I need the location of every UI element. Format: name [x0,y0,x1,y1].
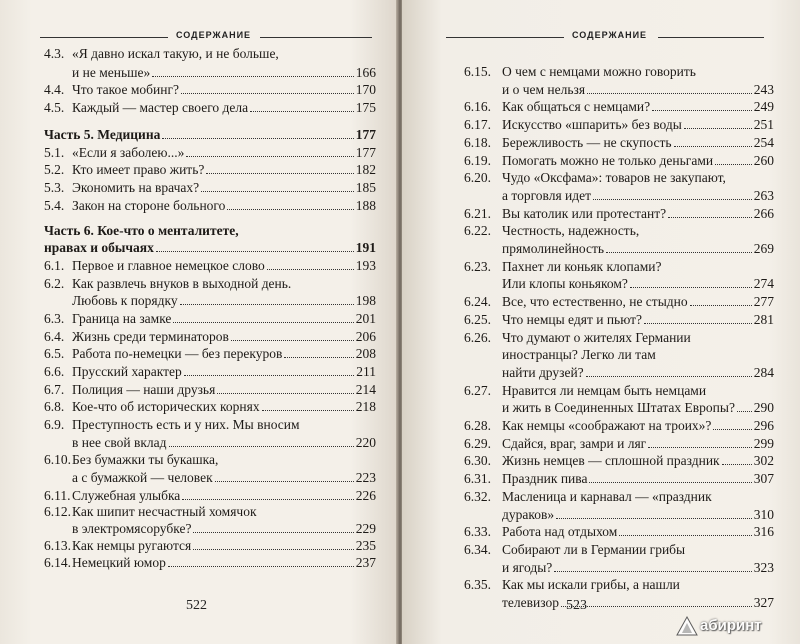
toc-line [464,506,774,524]
toc-line [44,469,376,487]
toc-line [464,559,774,577]
toc-entry-title: Что думают о жителях Германии [502,330,691,345]
toc-page-number: 182 [355,162,376,177]
toc-page-number: 177 [355,145,376,160]
toc-line [44,257,376,275]
dot-leader [193,549,354,550]
toc-line [464,222,774,240]
labirint-logo-icon [676,616,698,636]
toc-entry-number: 4.4. [44,82,65,97]
toc-entry-title: иностранцы? Легко ли там [502,347,656,362]
dot-leader [606,252,752,253]
toc-page-number: 175 [355,100,376,115]
dot-leader [215,481,354,482]
toc-line [464,116,774,134]
dot-leader [587,93,752,94]
toc-page-number: 263 [753,188,774,203]
toc-page-number: 208 [355,346,376,361]
toc-entry-number: 6.11. [44,488,71,503]
toc-page-number: 243 [753,82,774,97]
toc-entry-title: Первое и главное немецкое слово [72,258,265,273]
toc-entry-number: 5.4. [44,198,65,213]
toc-entry-title: Сдайся, враг, замри и ляг [502,436,647,451]
toc-entry-title: Как общаться с немцами? [502,99,651,114]
toc-entry-number: 6.9. [44,417,65,432]
toc-entry-title: Работа по-немецки — без перекуров [72,346,283,361]
toc-line [464,435,774,453]
toc-page-number: 223 [355,470,376,485]
dot-leader [561,606,752,607]
toc-entry-title: Часть 5. Медицина [44,127,161,142]
toc-entry-title: дураков» [502,507,555,522]
dot-leader [168,566,354,567]
toc-right-list [402,0,800,644]
dot-leader [250,111,354,112]
dot-leader [186,156,353,157]
toc-page-number: 198 [355,293,376,308]
dot-leader [619,535,751,536]
toc-entry-title: Помогать можно не только деньгами [502,153,714,168]
toc-line [44,310,376,328]
toc-entry-number: 6.8. [44,399,65,414]
toc-entry-title: Праздник пива [502,471,588,486]
toc-entry-title: Как развлечь внуков в выходной день. [72,276,292,291]
dot-leader [182,499,353,500]
toc-entry-title: Служебная улыбка [72,488,181,503]
toc-line [44,126,376,144]
toc-line [464,134,774,152]
toc-line [464,488,774,506]
toc-entry-title: Без бумажки ты букашка, [72,452,219,467]
toc-entry-title: «Я давно искал такую, и не больше, [72,46,279,61]
toc-page-number: 185 [355,180,376,195]
toc-page-number: 260 [753,153,774,168]
toc-line [464,169,774,187]
toc-entry-title: а с бумажкой — человек [72,470,213,485]
toc-entry-number: 6.28. [464,418,491,433]
toc-page-number: 249 [753,99,774,114]
toc-entry-number: 6.29. [464,436,491,451]
toc-line [464,275,774,293]
toc-entry-number: 6.1. [44,258,65,273]
toc-page-number: 206 [355,329,376,344]
toc-line [464,470,774,488]
dot-leader [184,375,354,376]
toc-entry-number: 6.5. [44,346,65,361]
toc-line [44,451,376,469]
toc-entry-number: 6.22. [464,223,491,238]
toc-entry-number: 6.7. [44,382,65,397]
toc-entry-number: 6.33. [464,524,491,539]
toc-entry-number: 6.6. [44,364,65,379]
dot-leader [162,138,353,139]
toc-line [44,144,376,162]
toc-entry-number: 4.5. [44,100,65,115]
toc-entry-number: 6.19. [464,153,491,168]
left-page [0,0,398,644]
toc-page-number: 254 [753,135,774,150]
toc-page-number: 274 [753,276,774,291]
toc-line [464,258,774,276]
toc-entry-title: Жизнь среди терминаторов [72,329,229,344]
toc-line [44,503,376,521]
toc-entry-title: Как шипит несчастный хомячок [72,504,257,519]
toc-entry-number: 6.34. [464,542,491,557]
toc-line [44,328,376,346]
toc-line [44,239,376,257]
header-title: СОДЕРЖАНИЕ [572,30,648,40]
toc-entry-title: и о чем нельзя [502,82,586,97]
toc-entry-title: «Если я заболею...» [72,145,185,160]
toc-page-number: 251 [753,117,774,132]
toc-page-number: 316 [753,524,774,539]
toc-page-number: 170 [355,82,376,97]
toc-entry-number: 5.3. [44,180,65,195]
toc-entry-title: Полиция — наши друзья [72,382,216,397]
toc-entry-title: прямолинейность [502,241,605,256]
toc-line [44,275,376,293]
toc-entry-title: Граница на замке [72,311,172,326]
toc-entry-title: Вы католик или протестант? [502,206,667,221]
toc-line [464,399,774,417]
toc-line [44,520,376,538]
toc-entry-number: 4.3. [44,46,65,61]
toc-entry-title: а торговля идет [502,188,592,203]
toc-entry-title: Жизнь немцев — сплошной праздник [502,453,720,468]
toc-line [464,311,774,329]
toc-entry-title: Прусский характер [72,364,182,379]
dot-leader [589,482,751,483]
dot-leader [231,340,354,341]
toc-line [44,398,376,416]
toc-entry-number: 6.12. [44,504,71,519]
toc-page-number: 237 [355,555,376,570]
toc-entry-title: Что немцы едят и пьют? [502,312,642,327]
dot-leader [152,76,354,77]
dot-leader [556,518,752,519]
dot-leader [648,447,752,448]
toc-entry-number: 5.2. [44,162,65,177]
toc-entry-title: Закон на стороне больного [72,198,226,213]
toc-page-number: 281 [753,312,774,327]
dot-leader [593,199,752,200]
toc-entry-number: 6.21. [464,206,491,221]
toc-entry-number: 6.13. [44,538,71,553]
dot-leader [630,287,752,288]
toc-line [464,63,774,81]
toc-entry-title: Немецкий юмор [72,555,166,570]
toc-line [464,346,774,364]
toc-entry-number: 6.17. [464,117,491,132]
toc-entry-title: Пахнет ли коньяк клопами? [502,259,662,274]
toc-entry-title: Масленица и карнавал — «праздник [502,489,712,504]
toc-line [44,99,376,117]
toc-line [44,45,376,63]
toc-entry-title: Часть 6. Кое-что о менталитете, [44,223,239,238]
toc-line [464,594,774,612]
toc-entry-title: найти друзей? [502,365,584,380]
toc-left-list [0,0,398,644]
toc-entry-title: Каждый — мастер своего дела [72,100,249,115]
toc-page-number: 211 [356,364,376,379]
dot-leader [554,571,751,572]
toc-page-number: 266 [753,206,774,221]
toc-line [464,382,774,400]
toc-line [44,292,376,310]
toc-entry-number: 6.26. [464,330,491,345]
toc-entry-number: 6.32. [464,489,491,504]
dot-leader [169,446,354,447]
toc-entry-title: Нравится ли немцам быть немцами [502,383,707,398]
toc-page-number: 235 [355,538,376,553]
toc-page-number: 226 [355,488,376,503]
toc-entry-number: 6.24. [464,294,491,309]
dot-leader [674,146,752,147]
left-page-number: 522 [186,598,207,613]
toc-entry-title: Собирают ли в Германии грибы [502,542,686,557]
toc-entry-title: телевизор [502,595,559,610]
toc-line [464,417,774,435]
toc-entry-title: Преступность есть и у них. Мы вносим [72,417,300,432]
toc-entry-title: Кто имеет право жить? [72,162,205,177]
toc-entry-title: в электромясорубке? [72,521,192,536]
toc-line [44,434,376,452]
right-page [402,0,800,644]
toc-line [464,329,774,347]
toc-line [44,381,376,399]
dot-leader [206,173,353,174]
dot-leader [652,110,752,111]
toc-entry-title: нравах и обычаях [44,240,154,255]
toc-entry-title: в нее свой вклад [72,435,167,450]
dot-leader [267,269,354,270]
toc-page-number: 327 [753,595,774,610]
toc-entry-number: 6.20. [464,170,491,185]
toc-entry-number: 6.27. [464,383,491,398]
toc-line [464,541,774,559]
toc-line [464,293,774,311]
toc-line [464,364,774,382]
toc-entry-title: и не меньше» [72,65,151,80]
dot-leader [217,393,353,394]
toc-line [44,161,376,179]
toc-page-number: 269 [753,241,774,256]
toc-entry-number: 6.10. [44,452,71,467]
toc-line [464,205,774,223]
toc-page-number: 193 [355,258,376,273]
toc-page-number: 299 [753,436,774,451]
toc-entry-title: Как мы искали грибы, а нашли [502,577,680,592]
toc-line [44,81,376,99]
header-title: СОДЕРЖАНИЕ [176,30,252,40]
toc-entry-number: 6.25. [464,312,491,327]
toc-entry-number: 6.31. [464,471,491,486]
toc-entry-title: Или клопы коньяком? [502,276,628,291]
toc-page-number: 302 [753,453,774,468]
toc-page-number: 191 [355,240,376,255]
dot-leader [156,251,354,252]
toc-entry-title: Как немцы ругаются [72,538,192,553]
toc-page-number: 188 [355,198,376,213]
toc-entry-number: 5.1. [44,145,65,160]
toc-entry-number: 6.4. [44,329,65,344]
toc-line [464,81,774,99]
toc-page-number: 166 [355,65,376,80]
toc-entry-title: О чем с немцами можно говорить [502,64,696,79]
toc-line [464,452,774,470]
toc-line [464,523,774,541]
toc-entry-number: 6.35. [464,577,491,592]
dot-leader [644,323,752,324]
toc-entry-number: 6.3. [44,311,65,326]
toc-page-number: 310 [753,507,774,522]
dot-leader [227,209,353,210]
toc-line [464,98,774,116]
toc-entry-title: Что такое мобинг? [72,82,179,97]
toc-page-number: 284 [753,365,774,380]
toc-entry-title: Любовь к порядку [72,293,178,308]
labirint-watermark [676,616,786,638]
toc-line [44,179,376,197]
watermark-text: абиринт [700,617,762,634]
toc-line [44,345,376,363]
toc-entry-title: Чудо «Оксфама»: товаров не закупают, [502,170,726,185]
dot-leader [262,410,354,411]
dot-leader [201,191,354,192]
toc-page-number: 218 [355,399,376,414]
dot-leader [586,376,752,377]
toc-page-number: 201 [355,311,376,326]
dot-leader [284,357,353,358]
toc-page-number: 307 [753,471,774,486]
toc-entry-number: 6.15. [464,64,491,79]
dot-leader [180,304,354,305]
toc-entry-title: Бережливость — не скупость [502,135,672,150]
dot-leader [715,164,752,165]
dot-leader [173,322,353,323]
toc-entry-number: 6.18. [464,135,491,150]
toc-entry-title: Экономить на врачах? [72,180,200,195]
toc-entry-title: Как немцы «соображают на троих»? [502,418,712,433]
toc-entry-title: и ягоды? [502,560,553,575]
toc-entry-number: 6.2. [44,276,65,291]
toc-entry-number: 6.16. [464,99,491,114]
toc-line [464,187,774,205]
toc-entry-title: Честность, надежность, [502,223,640,238]
toc-line [464,152,774,170]
toc-page-number: 296 [753,418,774,433]
toc-page-number: 214 [355,382,376,397]
dot-leader [690,305,752,306]
toc-page-number: 277 [753,294,774,309]
toc-entry-title: Искусство «шпарить» без воды [502,117,682,132]
toc-line [44,363,376,381]
toc-line [464,240,774,258]
toc-entry-title: Все, что естественно, не стыдно [502,294,688,309]
toc-entry-number: 6.23. [464,259,491,274]
toc-page-number: 229 [355,521,376,536]
toc-entry-number: 6.30. [464,453,491,468]
toc-page-number: 220 [355,435,376,450]
toc-entry-number: 6.14. [44,555,71,570]
toc-line [464,576,774,594]
dot-leader [668,217,752,218]
right-page-number: 523 [566,598,587,613]
toc-entry-title: и жить в Соединенных Штатах Европы? [502,400,735,415]
dot-leader [722,464,752,465]
toc-line [44,416,376,434]
toc-line [44,222,376,240]
toc-line [44,197,376,215]
dot-leader [684,128,752,129]
toc-line [44,537,376,555]
dot-leader [737,411,752,412]
toc-page-number: 290 [753,400,774,415]
toc-page-number: 323 [753,560,774,575]
dot-leader [181,93,354,94]
toc-line [44,64,376,82]
dot-leader [713,429,751,430]
toc-page-number: 177 [355,127,376,142]
toc-entry-title: Работа над отдыхом [502,524,618,539]
toc-line [44,554,376,572]
toc-entry-title: Кое-что об исторических корнях [72,399,260,414]
dot-leader [193,532,353,533]
